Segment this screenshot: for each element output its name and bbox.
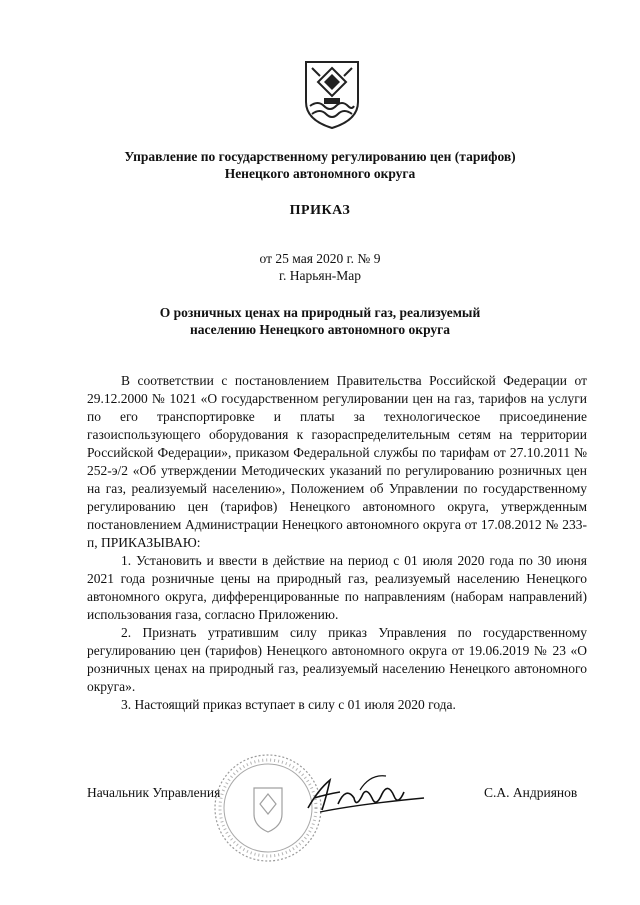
signer-name: С.А. Андриянов bbox=[484, 785, 578, 800]
item-3-paragraph: 3. Настоящий приказ вступает в силу с 01 июля 2020 года. bbox=[121, 697, 456, 712]
city: г. Нарьян-Мар bbox=[278, 268, 362, 283]
date-number: от 25 мая 2020 г. № 9 bbox=[259, 251, 381, 266]
document-type: ПРИКАЗ bbox=[289, 203, 351, 218]
signer-position: Начальник Управления bbox=[87, 785, 221, 800]
org-line-2: Ненецкого автономного округа bbox=[224, 166, 416, 181]
organization-name bbox=[60, 148, 580, 182]
item-1-paragraph: 1. Установить и ввести в действие на период с 01 июля 2020 года по 30 июня 2021 года розничные цены на природный газ, реализуемый населению Ненецкого автономного округа, дифференцированные по направлениям (наборам направлений) использования газа, согласно Приложению. bbox=[87, 553, 587, 622]
item-2-paragraph: 2. Признать утратившим силу приказ Управления по государственному регулированию цен (тарифов) Ненецкого автономного округа от 19.06.2019 № 23 «О розничных ценах на природный газ, реализуемый населению Ненецкого автономного округа». bbox=[87, 625, 587, 694]
date-and-place bbox=[60, 250, 580, 284]
org-line-1: Управление по государственному регулированию цен (тарифов) bbox=[124, 149, 516, 164]
coat-of-arms-icon bbox=[302, 58, 362, 130]
preamble-paragraph: В соответствии с постановлением Правительства Российской Федерации от 29.12.2000 № 1021 «О государственном регулировании цен на газ, тарифов на услуги по его транспортировке и платы за технологическое присоединение газоиспользующего оборудования к газораспределительным сетям на территории Российской Федерации», приказом Федеральной службы по тарифам от 27.10.2011 № 252-э/2 «Об утверждении Методических указаний по регулированию розничных цен на газ, реализуемый населению», Положением об Управлении по государственному регулированию цен (тарифов) Ненецкого автономного округа, утвержденным постановлением Администрации Ненецкого автономного округа от 17.08.2012 № 233-п, ПРИКАЗЫВАЮ: bbox=[87, 373, 587, 550]
subject-line-2: населению Ненецкого автономного округа bbox=[189, 322, 451, 337]
subject-line-1: О розничных ценах на природный газ, реализуемый bbox=[159, 305, 481, 320]
document-subject bbox=[60, 304, 580, 338]
handwritten-signature bbox=[300, 768, 430, 818]
document-body bbox=[87, 372, 587, 714]
